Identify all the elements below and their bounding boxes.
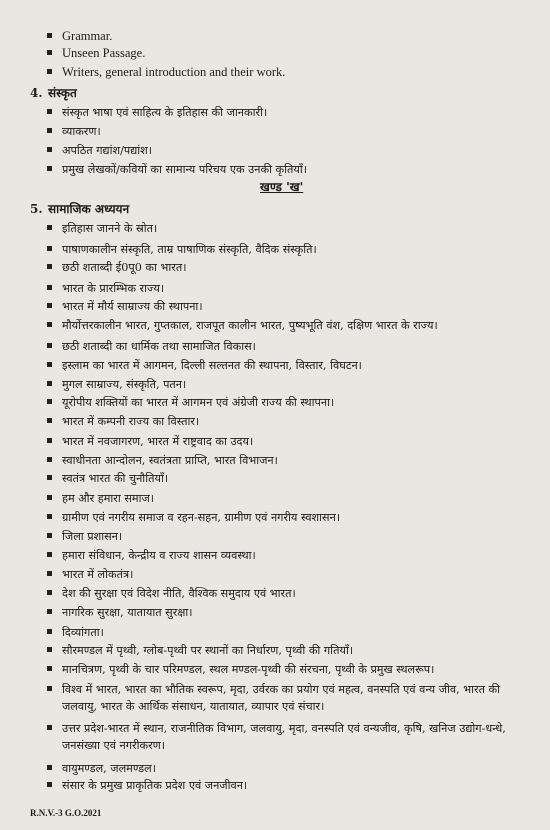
list-item: इस्लाम का भारत में आगमन, दिल्ली सल्तनत की स्थापना, विस्तार, विघटन। <box>62 357 532 374</box>
bullet-icon <box>47 362 52 367</box>
list-item: विश्व में भारत, भारत का भौतिक स्वरूप, मृदा, उर्वरक का प्रयोग एवं महत्व, वनस्पति एवं वन्य जीव, भारत की जलवायु, भारत के आर्थिक संसाधन, यातायात, व्यापार एवं संचार। <box>62 681 532 715</box>
bullet-icon <box>47 109 52 114</box>
list-item: हमारा संविधान, केन्द्रीय व राज्य शासन व्यवस्था। <box>62 547 532 564</box>
bullet-icon <box>47 264 52 269</box>
page-footer: R.N.V.-3 G.O.2021 <box>30 808 102 818</box>
bullet-icon <box>47 514 52 519</box>
list-item: नागरिक सुरक्षा, यातायात सुरक्षा। <box>62 604 532 621</box>
list-item: अपठित गद्यांश/पद्यांश। <box>62 142 532 159</box>
list-item: जिला प्रशासन। <box>62 528 532 545</box>
bullet-icon <box>47 647 52 652</box>
bullet-icon <box>47 399 52 404</box>
list-item: भारत में मौर्य साम्राज्य की स्थापना। <box>62 298 532 315</box>
bullet-icon <box>47 552 52 557</box>
list-item: देश की सुरक्षा एवं विदेश नीति, वैश्विक समुदाय एवं भारत। <box>62 585 532 602</box>
bullet-icon <box>47 629 52 634</box>
bullet-icon <box>47 147 52 152</box>
bullet-icon <box>47 225 52 230</box>
bullet-icon <box>47 128 52 133</box>
bullet-icon <box>47 782 52 787</box>
list-item: पाषाणकालीन संस्कृति, ताम्र पाषाणिक संस्कृति, वैदिक संस्कृति। <box>62 241 532 258</box>
list-item: मुगल साम्राज्य, संस्कृति, पतन। <box>62 376 532 393</box>
list-item: सौरमण्डल में पृथ्वी, ग्लोब-पृथ्वी पर स्थानों का निर्धारण, पृथ्वी की गतियाँ। <box>62 642 532 659</box>
bullet-icon <box>47 69 52 74</box>
list-item: संस्कृत भाषा एवं साहित्य के इतिहास की जानकारी। <box>62 104 532 121</box>
list-item: वायुमण्डल, जलमण्डल। <box>62 760 532 777</box>
bullet-icon <box>47 457 52 462</box>
list-item: Grammar. <box>62 28 532 45</box>
list-item: मानचित्रण, पृथ्वी के चार परिमण्डल, स्थल मण्डल-पृथ्वी की संरचना, पृथ्वी के प्रमुख स्थलरूप। <box>62 661 532 678</box>
list-item: छठी शताब्दी का धार्मिक तथा सामाजित विकास। <box>62 338 532 355</box>
bullet-icon <box>47 166 52 171</box>
list-item: Unseen Passage. <box>62 45 532 62</box>
bullet-icon <box>47 533 52 538</box>
bullet-icon <box>47 381 52 386</box>
bullet-icon <box>47 303 52 308</box>
bullet-icon <box>47 666 52 671</box>
section-title: 4. संस्कृत <box>30 86 77 100</box>
bullet-icon <box>47 765 52 770</box>
list-item: भारत में कम्पनी राज्य का विस्तार। <box>62 413 532 430</box>
list-item: संसार के प्रमुख प्राकृतिक प्रदेश एवं जनजीवन। <box>62 777 532 794</box>
list-item: व्याकरण। <box>62 123 532 140</box>
subheading: खण्ड 'ख' <box>260 180 304 194</box>
list-item: छठी शताब्दी ई0पू0 का भारत। <box>62 259 532 276</box>
list-item: मौर्योत्तरकालीन भारत, गुप्तकाल, राजपूत कालीन भारत, पुष्यभूति वंश, दक्षिण भारत के राज्य। <box>62 317 532 334</box>
list-item: दिव्यांगता। <box>62 624 532 641</box>
bullet-icon <box>47 285 52 290</box>
section-title: 5. सामाजिक अध्ययन <box>30 202 130 216</box>
bullet-icon <box>47 609 52 614</box>
list-item: भारत के प्रारम्भिक राज्य। <box>62 280 532 297</box>
list-item: उत्तर प्रदेश-भारत में स्थान, राजनीतिक विभाग, जलवायु, मृदा, वनस्पति एवं वन्यजीव, कृषि, खनिज उद्योग-धन्धे, जनसंख्या एवं नगरीकरण। <box>62 720 532 754</box>
bullet-icon <box>47 343 52 348</box>
list-item: भारत में नवजागरण, भारत में राष्ट्रवाद का उदय। <box>62 433 532 450</box>
list-item: हम और हमारा समाज। <box>62 490 532 507</box>
bullet-icon <box>47 725 52 730</box>
bullet-icon <box>47 246 52 251</box>
bullet-icon <box>47 495 52 500</box>
list-item: स्वाधीनता आन्दोलन, स्वतंत्रता प्राप्ति, भारत विभाजन। <box>62 452 532 469</box>
bullet-icon <box>47 590 52 595</box>
bullet-icon <box>47 475 52 480</box>
bullet-icon <box>47 322 52 327</box>
bullet-icon <box>47 418 52 423</box>
bullet-icon <box>47 33 52 38</box>
list-item: स्वतंत्र भारत की चुनौतियाँ। <box>62 470 532 487</box>
list-item: यूरोपीय शक्तियों का भारत में आगमन एवं अंग्रेजी राज्य की स्थापना। <box>62 394 532 411</box>
list-item: प्रमुख लेखकों/कवियों का सामान्य परिचय एक उनकी कृतियाँ। <box>62 161 532 178</box>
bullet-icon <box>47 438 52 443</box>
list-item: इतिहास जानने के स्रोत। <box>62 220 532 237</box>
list-item: ग्रामीण एवं नगरीय समाज व रहन-सहन, ग्रामीण एवं नगरीय स्वशासन। <box>62 509 532 526</box>
list-item: भारत में लोकतंत्र। <box>62 566 532 583</box>
bullet-icon <box>47 571 52 576</box>
list-item: Writers, general introduction and their work. <box>62 64 532 81</box>
bullet-icon <box>47 50 52 55</box>
bullet-icon <box>47 686 52 691</box>
